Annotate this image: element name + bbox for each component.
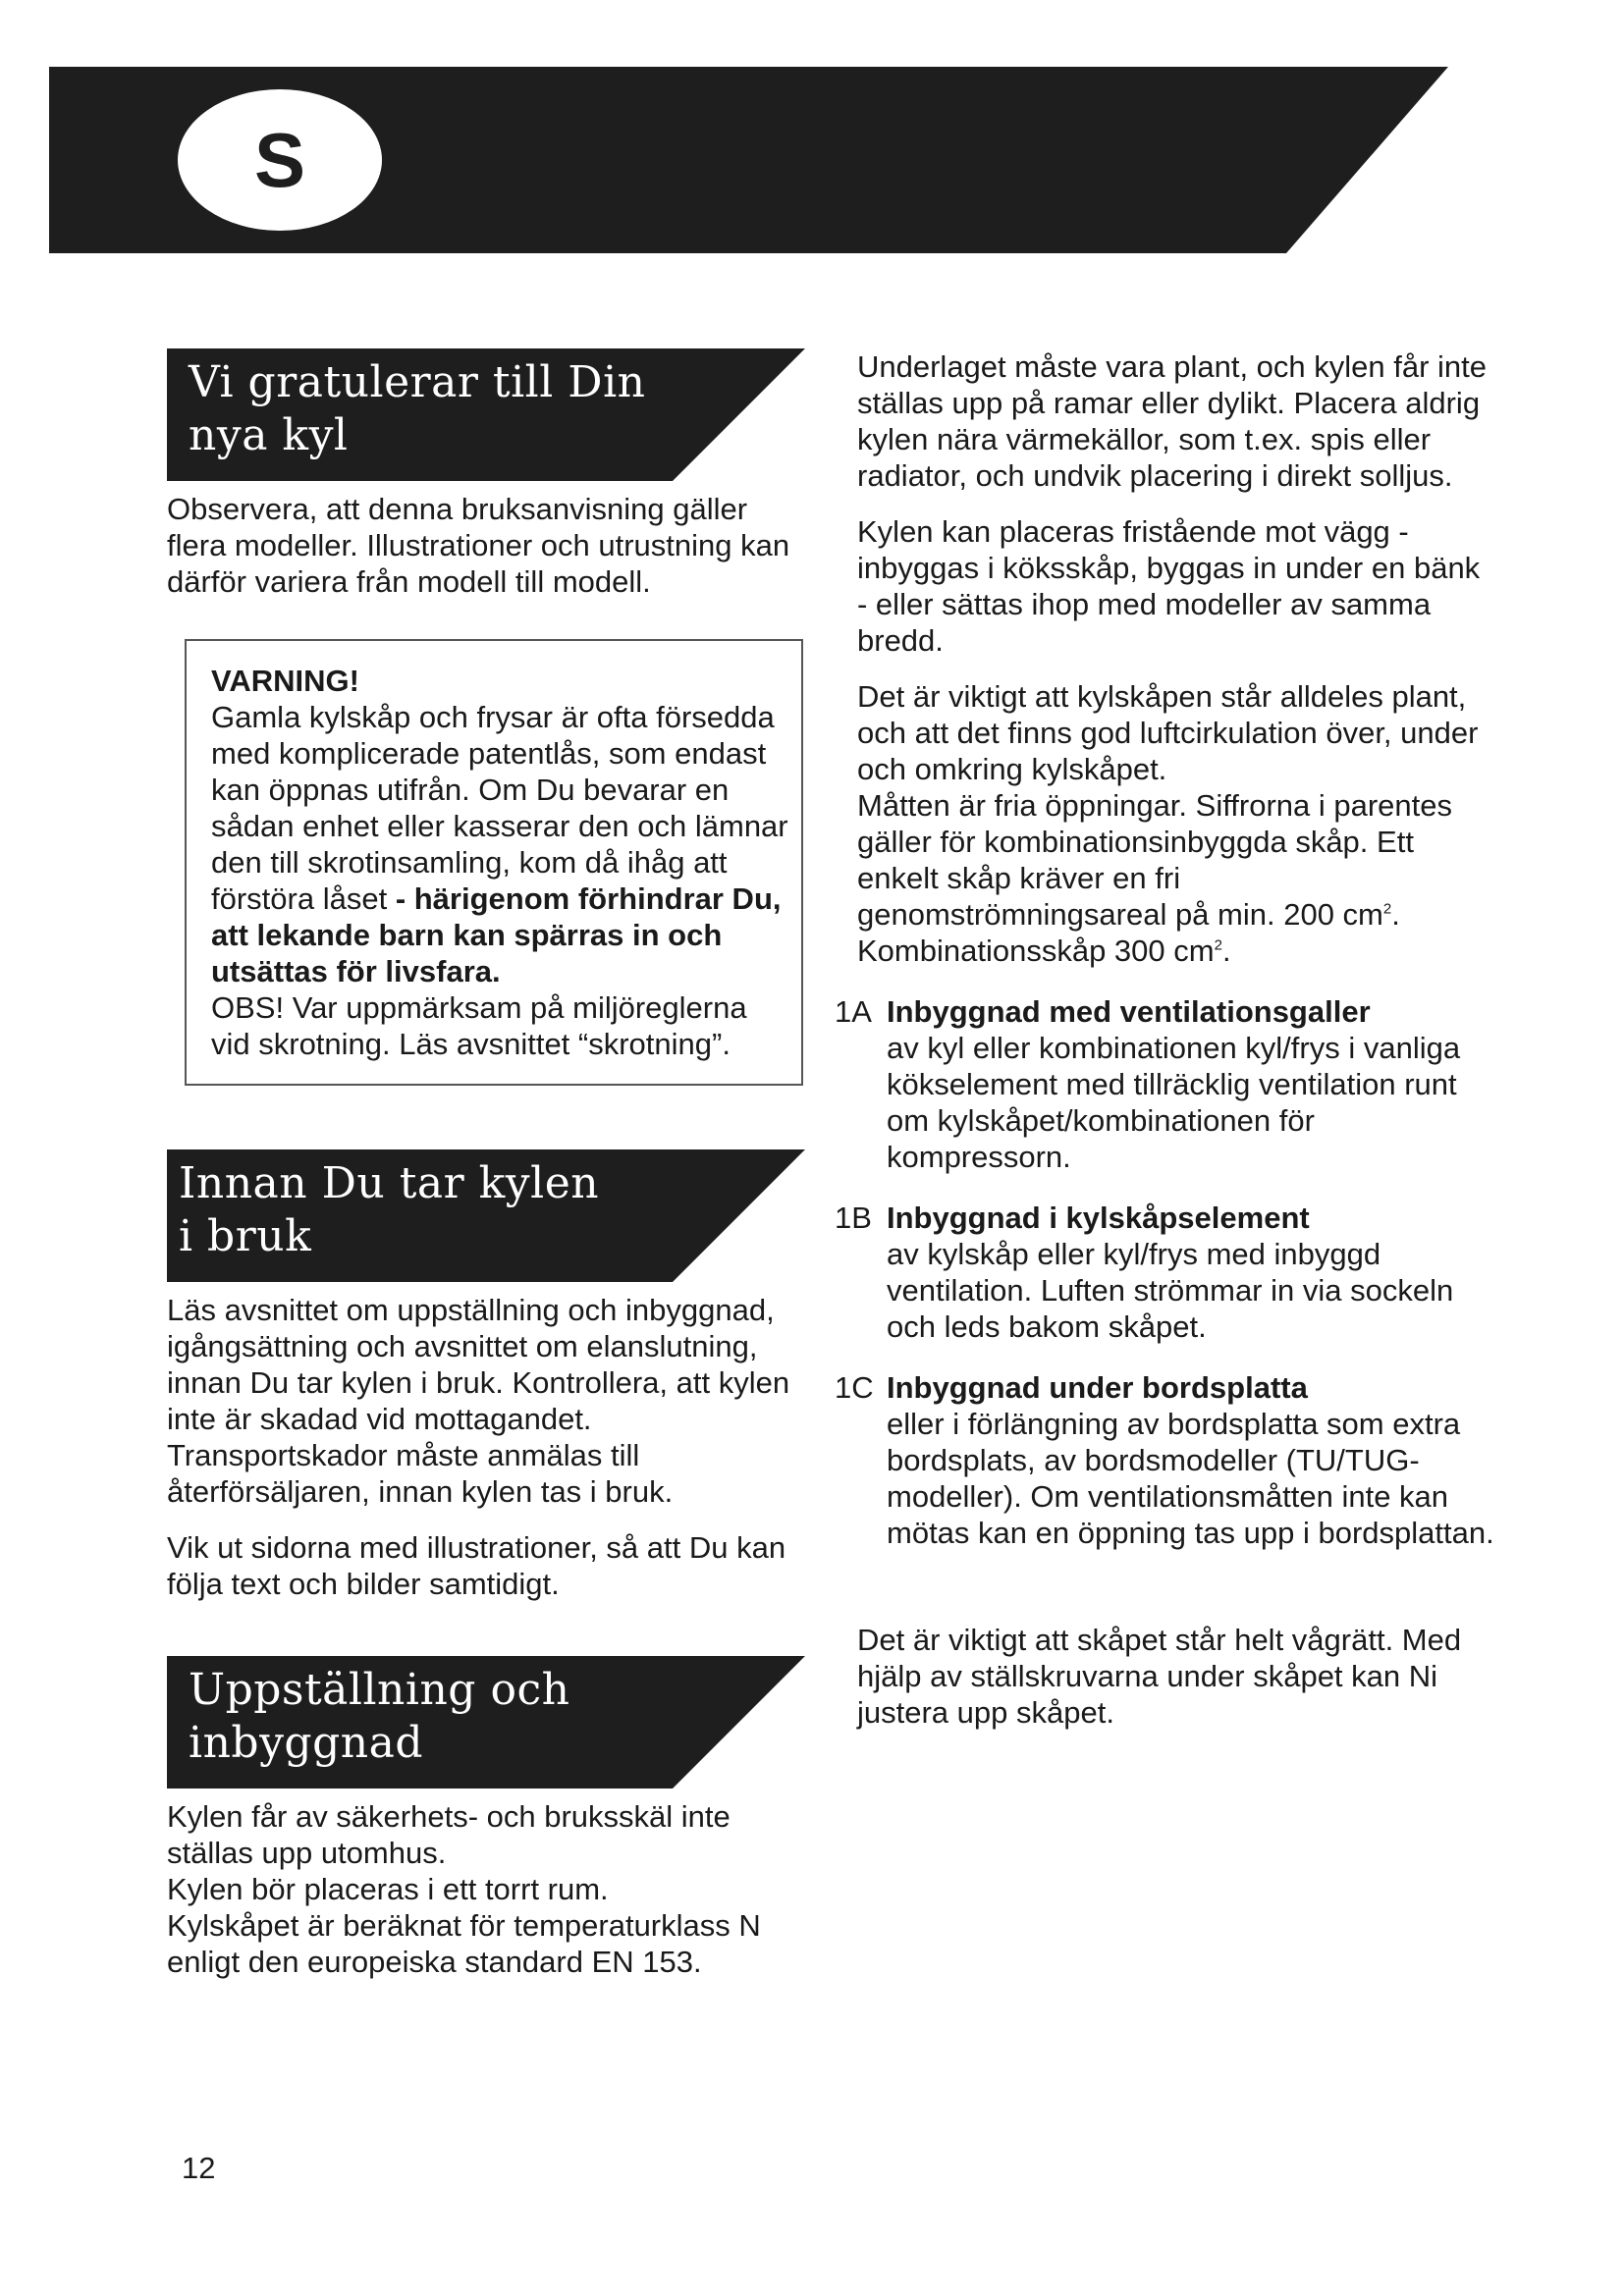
list-item bbox=[835, 1369, 1495, 1551]
installation-line1: Kylen får av säkerhets- och bruksskäl inte ställas upp utomhus. bbox=[167, 1799, 731, 1870]
language-code: S bbox=[253, 117, 306, 203]
before-use-para1: Läs avsnittet om uppställning och inbyggnad, igångsättning och avsnittet om elanslutning, innan Du tar kylen i bruk. Kontrollera, att kylen inte är skadad vid mottagandet. Transportskador måste anmälas till återförsäljaren, innan kylen tas i bruk. bbox=[167, 1293, 790, 1509]
heading-congrats bbox=[167, 348, 805, 481]
list-number: 1A bbox=[835, 994, 872, 1029]
list-number: 1C bbox=[835, 1370, 874, 1405]
list-number: 1B bbox=[835, 1201, 872, 1235]
warning-text bbox=[211, 699, 791, 989]
heading-congrats-text bbox=[189, 356, 738, 462]
page-number: 12 bbox=[182, 2151, 216, 2185]
right-para2: Kylen kan placeras fristående mot vägg - inbyggas i köksskåp, byggas in under en bänk - eller sättas ihop med modeller av samma bredd. bbox=[857, 514, 1481, 658]
list-item bbox=[835, 993, 1495, 1175]
right-para4c: . bbox=[1221, 934, 1231, 968]
list-title: Inbyggnad i kylskåpselement bbox=[887, 1201, 1310, 1235]
right-column bbox=[835, 348, 1495, 1731]
list-text: av kyl eller kombinationen kyl/frys i vanliga kökselement med tillräcklig ventilation runt om kylskåpet/kombinationen för kompressorn. bbox=[887, 1031, 1461, 1174]
warning-note: OBS! Var uppmärksam på miljöreglerna vid skrotning. Läs avsnittet “skrotning”. bbox=[211, 990, 747, 1061]
top-banner bbox=[49, 67, 1448, 253]
banner-shape bbox=[49, 67, 1448, 253]
heading-installation bbox=[167, 1656, 805, 1789]
congrats-text: Observera, att denna bruksanvisning gäller flera modeller. Illustrationer och utrustning kan därför variera från modell till modell. bbox=[167, 492, 790, 599]
list-text: av kylskåp eller kyl/frys med inbyggd ventilation. Luften strömmar in via sockeln och leds bakom skåpet. bbox=[887, 1237, 1454, 1344]
right-para4a: Måtten är fria öppningar. Siffrorna i parentes gäller för kombinationsinbyggda skåp. Ett enkelt skåp kräver en fri genomströmningsareal på min. 200 cm bbox=[857, 788, 1452, 932]
list-title: Inbyggnad med ventilationsgaller bbox=[887, 994, 1371, 1029]
warning-title: VARNING! bbox=[211, 664, 359, 698]
before-use-para2: Vik ut sidorna med illustrationer, så att Du kan följa text och bilder samtidigt. bbox=[167, 1530, 786, 1601]
heading-line: inbyggnad bbox=[189, 1718, 424, 1768]
heading-line: i bruk bbox=[179, 1211, 312, 1261]
right-para4b: . Kombinationsskåp 300 cm bbox=[857, 897, 1400, 968]
list-title: Inbyggnad under bordsplatta bbox=[887, 1370, 1308, 1405]
heading-before-use bbox=[167, 1149, 805, 1282]
installation-line3: Kylskåpet är beräknat för temperaturklass N enligt den europeiska standard EN 153. bbox=[167, 1908, 761, 1979]
heading-installation-text bbox=[189, 1664, 738, 1770]
superscript: 2 bbox=[1382, 900, 1392, 918]
right-final: Det är viktigt att skåpet står helt vågrätt. Med hjälp av ställskruvarna under skåpet kan Ni justera upp skåpet. bbox=[857, 1623, 1462, 1730]
right-para4 bbox=[857, 787, 1495, 969]
warning-text-bold: - härigenom förhindrar Du, att lekande barn kan spärras in och utsättas för livsfara. bbox=[211, 881, 782, 988]
heading-line: nya kyl bbox=[189, 410, 349, 460]
right-para3: Det är viktigt att kylskåpen står alldeles plant, och att det finns god luftcirkulation över, under och omkring kylskåpet. bbox=[857, 679, 1479, 786]
list-text: eller i förlängning av bordsplatta som extra bordsplats, av bordsmodeller (TU/TUG-modeller). Om ventilationsmåtten inte kan mötas kan en öppning tas upp i bordsplattan. bbox=[887, 1407, 1494, 1550]
heading-line: Uppställning och bbox=[189, 1665, 570, 1715]
heading-before-use-text bbox=[179, 1157, 729, 1263]
superscript: 2 bbox=[1214, 936, 1222, 954]
left-column bbox=[167, 348, 810, 1980]
installation-line2: Kylen bör placeras i ett torrt rum. bbox=[167, 1872, 609, 1906]
warning-text-normal: Gamla kylskåp och frysar är ofta försedda med komplicerade patentlås, som endast kan öppnas utifrån. Om Du bevarar en sådan enhet eller kasserar den och lämnar den till skrotinsamling, kom då ihåg att förstöra låset bbox=[211, 700, 788, 916]
heading-line: Innan Du tar kylen bbox=[179, 1158, 600, 1208]
heading-line: Vi gratulerar till Din bbox=[189, 357, 646, 407]
right-para1: Underlaget måste vara plant, och kylen får inte ställas upp på ramar eller dylikt. Placera aldrig kylen nära värmekällor, som t.ex. spis eller radiator, och undvik placering i direkt solljus. bbox=[857, 349, 1488, 493]
warning-box bbox=[185, 639, 803, 1086]
list-item bbox=[835, 1200, 1495, 1345]
